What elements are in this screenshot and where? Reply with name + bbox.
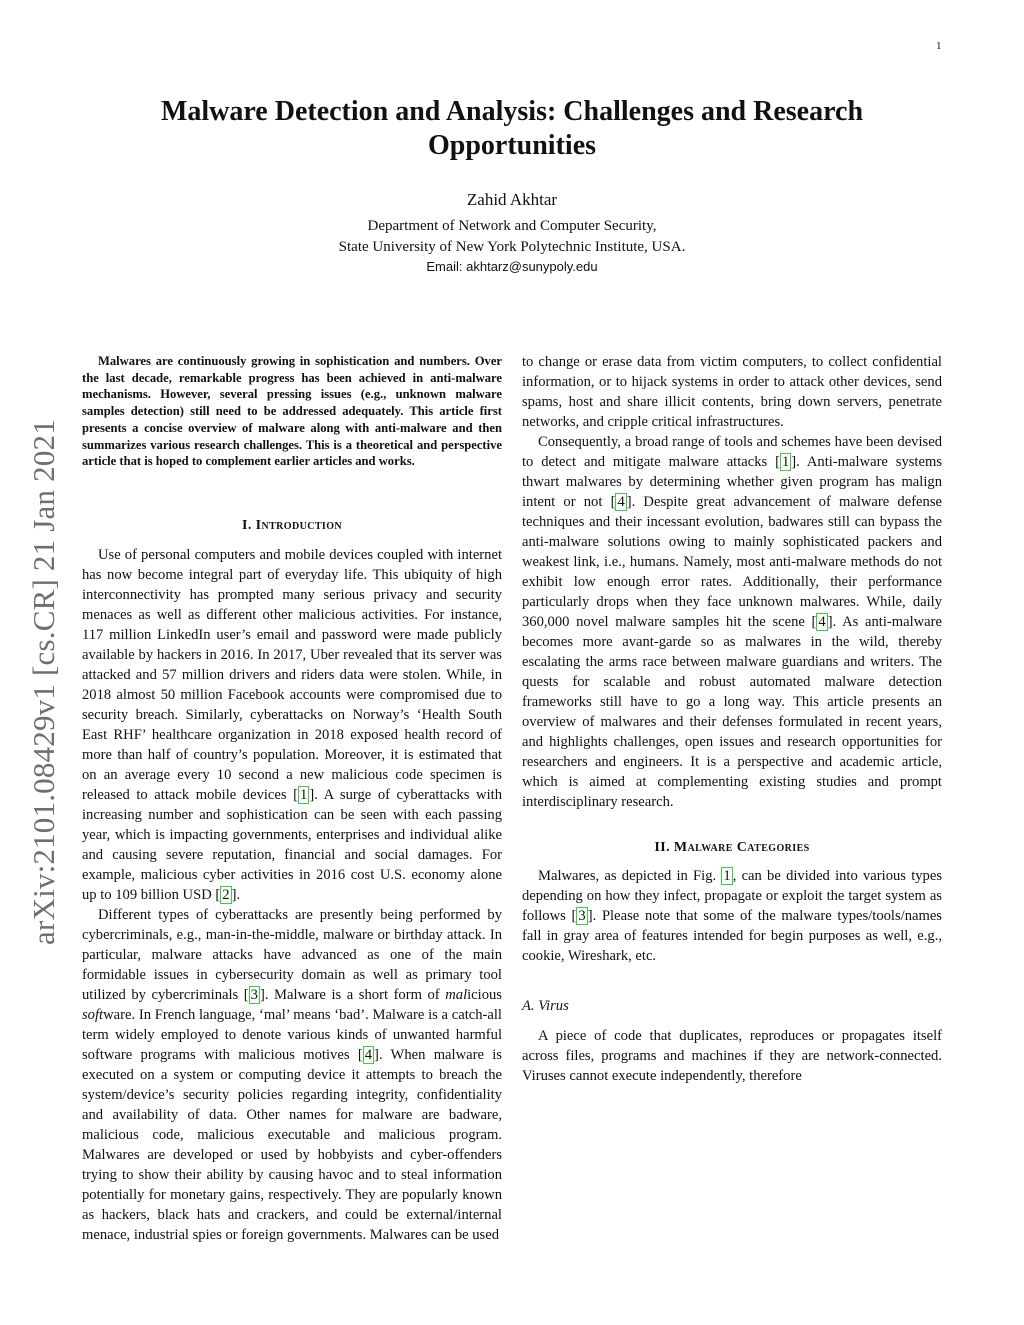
subsection-heading-virus: A. Virus [522, 998, 569, 1014]
intro-paragraph-2 [82, 905, 502, 1245]
section-heading-introduction [82, 516, 502, 536]
text-run: . Malware is a short form of [264, 986, 446, 1003]
citation-number[interactable]: 1 [781, 454, 790, 470]
categories-paragraph-1 [522, 866, 942, 966]
left-column [82, 352, 502, 1245]
text-run: . When malware is executed on a system or computing device it attempts to breach the system/device’s security policies regarding integrity, confidentiality and availability of data. Other names for malware are badware, malicious code, malicious executable and malicious program. Malwares are developed or used by hobbyists and cyber-offenders trying to show their ability by causing havoc and to steal information potentially for monetary gains, respectively. They are popularly known as hackers, black hats and crackers, and could be external/internal menace, industrial spies or foreign governments. Malwares can be used [82, 1046, 502, 1243]
citation-number[interactable]: 3 [250, 986, 258, 1003]
citation-link[interactable]: [ 4 ] [811, 614, 833, 630]
citation-link[interactable]: [ 4 ] [357, 1046, 379, 1063]
intro-paragraph-2-continued [522, 352, 942, 432]
text-run: Use of personal computers and mobile devices coupled with internet has now become integral part of everyday life. This ubiquity of high interconnectivity has prompted many serious privacy and security menaces as well as different other malicious activities. For instance, 117 million LinkedIn user’s email and password were made publicly available by hackers in 2016. In 2017, Uber revealed that its server was attacked and 57 million drivers and riders data were stolen. While, in 2018 almost 50 million Facebook accounts were compromised due to security breach. Similarly, cyberattacks on Norway’s ‘Health South East RHF’ healthcare organization in 2018 exposed health record of more than half of country’s population. Moreover, it is estimated that on an average every 10 second a new malicious code specimen is released to attack mobile devices [82, 546, 502, 803]
page-number: 1 [936, 40, 942, 52]
intro-paragraph-1 [82, 545, 502, 905]
citation-number[interactable]: 4 [617, 494, 625, 510]
text-run: Malwares, as depicted in Fig. [538, 868, 722, 884]
right-column [522, 352, 942, 1086]
text-run: . [236, 886, 241, 903]
text-run: , can be divided into various types depending on how they infect, propagate or exploit the target system as follows [522, 868, 942, 924]
citation-number[interactable]: 1 [300, 786, 308, 803]
author-email: Email: akhtarz@sunypoly.edu [426, 259, 598, 274]
section-number: II. [654, 840, 674, 855]
text-run: A piece of code that duplicates, reproduces or propagates itself across files, programs and machines if they are network-connected. Viruses cannot execute independently, therefore [522, 1028, 942, 1084]
figure-link[interactable] [721, 867, 732, 885]
affiliation-line-1: Department of Network and Computer Security, [367, 218, 657, 234]
section-number: I. [241, 517, 252, 533]
emphasis-soft: soft [82, 1006, 104, 1023]
abstract: Malwares are continuously growing in sophistication and numbers. Over the last decade, remarkable progress has been achieved in anti-malware mechanisms. However, several pressing issues (e.g., unknown malware samples detection) still need to be addressed adequately. This article first presents a concise overview of malware along with anti-malware and then summarizes various research challenges. This is a theoretical and perspective article that is hoped to complement earlier articles and works. [82, 354, 502, 469]
citation-number[interactable]: 4 [364, 1046, 372, 1063]
citation-link[interactable]: [ 3 ] [243, 986, 265, 1003]
citation-link[interactable]: [ 1 ] [293, 786, 315, 803]
citation-number[interactable]: 1 [723, 868, 731, 884]
arxiv-identifier: arXiv:2101.08429v1 [cs.CR] 21 Jan 2021 [26, 419, 61, 945]
citation-number[interactable]: 2 [222, 886, 230, 903]
text-run: . As anti-malware becomes more avant-garde so as malwares in the wild, thereby escalating the arms race between malware guardians and writers. The quests for scalable and robust automated malware detection frameworks still have to go a long way. This article presents an overview of malwares and their defenses formulated in recent years, and highlights challenges, open issues and research opportunities for researchers and engineers. It is a perspective and academic article, which is aimed at complementing existing studies and prompt interdisciplinary research. [522, 614, 943, 810]
affiliation-line-2: State University of New York Polytechnic Institute, USA. [338, 239, 686, 255]
citation-link[interactable]: [ 4 ] [610, 494, 632, 510]
text-run: . Anti-malware systems thwart malwares by determining whether given program has malign intent or not [522, 454, 942, 510]
text-run: to change or erase data from victim computers, to collect confidential information, or to hijack systems in order to attack other devices, send spams, host and share illicit contents, bring down servers, penetrate networks, and cripple critical infrastructures. [522, 354, 942, 430]
virus-paragraph [522, 1026, 942, 1086]
emphasis-mal: mal [445, 986, 468, 1003]
citation-number[interactable]: 3 [578, 908, 586, 924]
affiliation [0, 216, 1024, 258]
text-run: . A surge of cyberattacks with increasing number and sophistication can be seen with each passing year, which is impacting governments, enterprises and individual alike and causing severe reputation, financial and social damages. For example, malicious cyber activities in 2016 cost U.S. economy alone up to 109 billion USD [82, 786, 502, 903]
text-run: Consequently, a broad range of tools and schemes have been devised to detect and mitigate malware attacks [522, 434, 942, 470]
text-run: . Please note that some of the malware types/tools/names fall in gray area of features intended for begin purposes as well, e.g., cookie, Wireshark, etc. [522, 908, 942, 964]
text-run: ware. In French language, ‘mal’ means ‘bad’. Malware is a catch-all term widely employed to denote various kinds of unwanted harmful software programs with malicious motives [82, 1006, 502, 1063]
citation-link[interactable]: [ 1 ] [775, 454, 797, 470]
citation-link[interactable]: [ 3 ] [571, 908, 593, 924]
citation-link[interactable]: [ 2 ] [215, 886, 237, 903]
text-run: . Despite great advancement of malware defense techniques and their incessant evolution, badwares still can bypass the anti-malware solutions owing to mainly sophisticated packers and weakest link, i.e., humans. Namely, most anti-malware methods do not exhibit low enough error rates. Additionally, their performance particularly drops when they face unknown malwares. While, daily 360,000 novel malware samples hit the scene [522, 494, 942, 630]
text-run: Different types of cyberattacks are presently being performed by cybercriminals, e.g., man-in-the-middle, malware or birthday attack. In particular, malware attacks have advanced as one of the main formidable issues in cybersecurity domain as well as primary tool utilized by cybercriminals [82, 906, 502, 1003]
section-title: Malware Categories [673, 840, 810, 855]
author-name: Zahid Akhtar [466, 190, 558, 209]
text-run: icious [467, 986, 502, 1003]
intro-paragraph-3 [522, 432, 942, 812]
section-title: Introduction [255, 517, 343, 533]
citation-number[interactable]: 4 [818, 614, 826, 630]
paper-title: Malware Detection and Analysis: Challenges and Research Opportunities [160, 96, 864, 161]
section-heading-malware-categories [522, 838, 942, 858]
